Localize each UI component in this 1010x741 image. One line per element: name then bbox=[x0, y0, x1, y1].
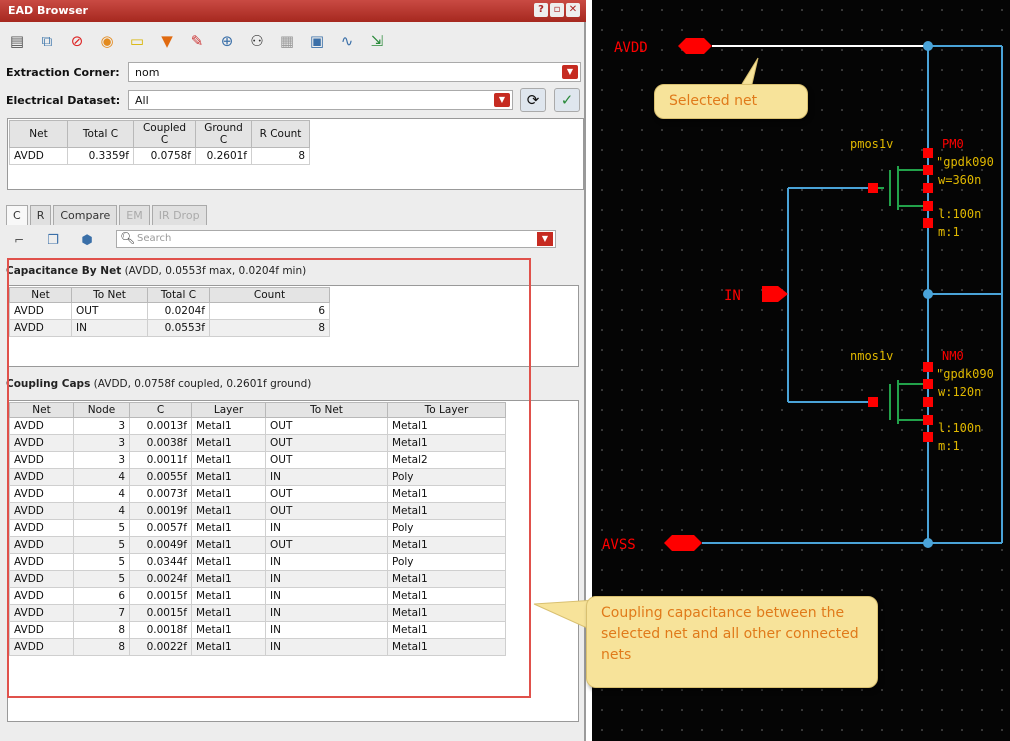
probe-icon[interactable]: ✎ bbox=[190, 32, 204, 50]
coupling-header[interactable]: Node bbox=[74, 403, 130, 418]
coupling-cell: 0.0049f bbox=[130, 537, 192, 554]
coupling-cell: Metal1 bbox=[192, 435, 266, 452]
capacitance-by-net-title: Capacitance By Net bbox=[6, 265, 122, 277]
coupling-cell: OUT bbox=[266, 503, 388, 520]
coupling-cell: AVDD bbox=[10, 486, 74, 503]
capnet-cell: AVDD bbox=[10, 303, 72, 320]
coupling-header[interactable]: To Net bbox=[266, 403, 388, 418]
coupling-cell: 0.0024f bbox=[130, 571, 192, 588]
coupling-cell: AVDD bbox=[10, 571, 74, 588]
avdd-pin bbox=[678, 38, 712, 54]
tab-r[interactable]: R bbox=[30, 205, 52, 225]
net-summary-table-panel bbox=[7, 118, 584, 190]
save-icon[interactable]: ▣ bbox=[309, 32, 325, 50]
selected-net-callout-pointer bbox=[742, 58, 758, 84]
coupling-callout: Coupling capacitance between the selected net and all other connected nets bbox=[586, 596, 878, 688]
electrical-dataset-value: All bbox=[135, 94, 149, 107]
net-summary-cell: 0.3359f bbox=[68, 148, 134, 165]
coupling-cell: 4 bbox=[74, 469, 130, 486]
coupling-cell: 3 bbox=[74, 435, 130, 452]
coupling-cell: 5 bbox=[74, 554, 130, 571]
coupling-cell: AVDD bbox=[10, 639, 74, 656]
net-summary-cell: 0.0758f bbox=[134, 148, 196, 165]
search-icon: 🔍︎ bbox=[120, 231, 136, 245]
coupling-header[interactable]: Net bbox=[10, 403, 74, 418]
coupling-cell: Poly bbox=[388, 520, 506, 537]
net-summary-header[interactable]: Coupled C bbox=[134, 121, 196, 148]
net-summary-header[interactable]: Total C bbox=[68, 121, 134, 148]
nmos-width-label: w:120n bbox=[938, 385, 982, 399]
extraction-corner-label: Extraction Corner: bbox=[6, 66, 120, 79]
chevron-down-icon[interactable]: ▼ bbox=[494, 93, 510, 107]
tab-c[interactable]: C bbox=[6, 205, 28, 225]
avdd-pin-label: AVDD bbox=[614, 40, 648, 56]
coupling-cell: AVDD bbox=[10, 452, 74, 469]
tab-ir-drop: IR Drop bbox=[152, 205, 207, 225]
coupling-cell: AVDD bbox=[10, 435, 74, 452]
coupling-cell: IN bbox=[266, 554, 388, 571]
pmos-cell-label: pmos1v bbox=[850, 137, 894, 151]
filter-icon[interactable]: ▼ bbox=[161, 32, 173, 50]
capnet-cell: IN bbox=[72, 320, 148, 337]
coupling-cell: Metal1 bbox=[388, 588, 506, 605]
coupling-cell: 0.0015f bbox=[130, 605, 192, 622]
coupling-cell: Metal1 bbox=[388, 639, 506, 656]
coupling-cell: Poly bbox=[388, 554, 506, 571]
coupling-cell: Metal1 bbox=[388, 537, 506, 554]
coupling-cell: 4 bbox=[74, 486, 130, 503]
coupling-cell: 5 bbox=[74, 537, 130, 554]
coupling-cell: Metal1 bbox=[192, 452, 266, 469]
coupling-cell: 0.0022f bbox=[130, 639, 192, 656]
pmos-width-label: w=360n bbox=[938, 173, 982, 187]
coupling-cell: Metal1 bbox=[388, 571, 506, 588]
coupling-cell: IN bbox=[266, 622, 388, 639]
coupling-cell: 0.0018f bbox=[130, 622, 192, 639]
coupling-cell: AVDD bbox=[10, 520, 74, 537]
pmos-inst-label: PM0 bbox=[942, 137, 964, 151]
coupling-cell: AVDD bbox=[10, 418, 74, 435]
refresh-icon[interactable]: ⟳ bbox=[520, 88, 546, 112]
close-icon[interactable]: ✕ bbox=[566, 3, 580, 17]
binoculars-icon[interactable]: ⚇ bbox=[250, 32, 264, 50]
window-title: EAD Browser bbox=[8, 4, 88, 17]
coupling-cell: Metal1 bbox=[388, 486, 506, 503]
coupling-header[interactable]: To Layer bbox=[388, 403, 506, 418]
coupling-cell: OUT bbox=[266, 418, 388, 435]
nmos-length-label: l:100n bbox=[938, 421, 982, 435]
capnet-cell: 0.0553f bbox=[148, 320, 210, 337]
coupling-cell: IN bbox=[266, 605, 388, 622]
coupling-cell: Metal1 bbox=[388, 435, 506, 452]
coupling-cell: AVDD bbox=[10, 503, 74, 520]
coupling-cell: AVDD bbox=[10, 469, 74, 486]
grid-icon[interactable]: ▦ bbox=[279, 32, 295, 50]
coupling-cell: 0.0013f bbox=[130, 418, 192, 435]
coupling-cell: AVDD bbox=[10, 537, 74, 554]
coupling-cell: IN bbox=[266, 639, 388, 656]
layers-icon[interactable]: ❐ bbox=[47, 232, 59, 248]
capnet-cell: 0.0204f bbox=[148, 303, 210, 320]
coupling-cell: 8 bbox=[74, 639, 130, 656]
coupling-cell: OUT bbox=[266, 452, 388, 469]
check-icon[interactable]: ✓ bbox=[554, 88, 580, 112]
capnet-header[interactable]: To Net bbox=[72, 288, 148, 303]
coupling-cell: IN bbox=[266, 588, 388, 605]
chevron-down-icon[interactable]: ▼ bbox=[537, 232, 553, 246]
zoom-icon[interactable]: ⊕ bbox=[220, 32, 234, 50]
selected-net-callout: Selected net bbox=[654, 84, 808, 119]
coupling-cell: OUT bbox=[266, 486, 388, 503]
export-icon[interactable]: ⇲ bbox=[370, 32, 384, 50]
chevron-down-icon[interactable]: ▼ bbox=[562, 65, 578, 79]
waveform-icon[interactable]: ∿ bbox=[340, 32, 354, 50]
coupling-cell: 8 bbox=[74, 622, 130, 639]
cube-icon[interactable]: ⬢ bbox=[81, 232, 93, 248]
capnet-cell: 6 bbox=[210, 303, 330, 320]
pmos-lib-label: "gpdk090 bbox=[936, 155, 994, 169]
coupling-cell: OUT bbox=[266, 537, 388, 554]
search-placeholder: Search bbox=[137, 233, 172, 244]
coupling-cell: Metal1 bbox=[192, 554, 266, 571]
coupling-cell: IN bbox=[266, 571, 388, 588]
electrical-dataset-select[interactable] bbox=[128, 90, 513, 110]
coupling-cell: 0.0055f bbox=[130, 469, 192, 486]
coupling-cell: Metal1 bbox=[388, 418, 506, 435]
pmos-mult-label: m:1 bbox=[938, 225, 960, 239]
nmos-inst-label: NM0 bbox=[942, 349, 964, 363]
in-pin bbox=[762, 286, 788, 302]
pmos-length-label: l:100n bbox=[938, 207, 982, 221]
coupling-cell: Metal1 bbox=[388, 622, 506, 639]
analysis-tabs bbox=[6, 205, 207, 225]
highlight-icon[interactable]: ▭ bbox=[129, 32, 145, 50]
coupling-header[interactable]: C bbox=[130, 403, 192, 418]
avss-pin bbox=[664, 535, 702, 551]
coupling-cell: Metal1 bbox=[192, 588, 266, 605]
tree-icon[interactable]: ⌐ bbox=[13, 233, 25, 247]
net-summary-table bbox=[9, 120, 310, 165]
coupling-cell: 0.0015f bbox=[130, 588, 192, 605]
coupling-cell: Metal1 bbox=[192, 520, 266, 537]
coupling-cell: 7 bbox=[74, 605, 130, 622]
net-summary-header[interactable]: Ground C bbox=[196, 121, 252, 148]
extraction-corner-value: nom bbox=[135, 66, 160, 79]
extract-icon[interactable]: ⧉ bbox=[41, 32, 53, 50]
coupling-cell: Metal1 bbox=[192, 418, 266, 435]
window-titlebar bbox=[0, 0, 586, 22]
avss-pin-label: AVSS bbox=[602, 537, 636, 553]
coupling-cell: Metal1 bbox=[388, 605, 506, 622]
coupling-cell: Metal1 bbox=[192, 622, 266, 639]
coupling-cell: IN bbox=[266, 469, 388, 486]
coupling-cell: 0.0073f bbox=[130, 486, 192, 503]
capnet-cell: AVDD bbox=[10, 320, 72, 337]
coupling-cell: 0.0019f bbox=[130, 503, 192, 520]
electrical-dataset-label: Electrical Dataset: bbox=[6, 94, 121, 107]
tab-em: EM bbox=[119, 205, 149, 225]
coupling-cell: 3 bbox=[74, 452, 130, 469]
highlight-box bbox=[7, 258, 531, 698]
pmos-device bbox=[872, 166, 928, 210]
no-entry-icon[interactable]: ⊘ bbox=[70, 32, 84, 50]
coupling-caps-title: Coupling Caps bbox=[6, 378, 91, 390]
capnet-cell: OUT bbox=[72, 303, 148, 320]
coupling-cell: OUT bbox=[266, 435, 388, 452]
coupling-cell: 3 bbox=[74, 418, 130, 435]
database-icon[interactable]: ▤ bbox=[9, 32, 25, 50]
coupling-cell: AVDD bbox=[10, 588, 74, 605]
coupling-cell: Metal1 bbox=[192, 503, 266, 520]
coupling-cell: Metal2 bbox=[388, 452, 506, 469]
coupling-cell: AVDD bbox=[10, 554, 74, 571]
net-summary-cell: 8 bbox=[252, 148, 310, 165]
coupling-cell: Metal1 bbox=[192, 469, 266, 486]
net-summary-header[interactable]: R Count bbox=[252, 121, 310, 148]
coupling-cell: 0.0011f bbox=[130, 452, 192, 469]
coupling-cell: 5 bbox=[74, 571, 130, 588]
coupling-cell: Metal1 bbox=[192, 605, 266, 622]
circle-arrow-icon[interactable]: ◉ bbox=[100, 32, 114, 50]
restore-icon[interactable]: ▫ bbox=[550, 3, 564, 17]
coupling-header[interactable]: Layer bbox=[192, 403, 266, 418]
nmos-lib-label: "gpdk090 bbox=[936, 367, 994, 381]
coupling-cell: Metal1 bbox=[192, 639, 266, 656]
coupling-cell: Metal1 bbox=[192, 486, 266, 503]
net-summary-header[interactable]: Net bbox=[10, 121, 68, 148]
coupling-cell: 6 bbox=[74, 588, 130, 605]
coupling-cell: AVDD bbox=[10, 622, 74, 639]
nmos-device bbox=[890, 380, 928, 424]
coupling-cell: 5 bbox=[74, 520, 130, 537]
search-input[interactable] bbox=[116, 230, 556, 248]
toolbar bbox=[4, 26, 584, 56]
coupling-cell: AVDD bbox=[10, 605, 74, 622]
coupling-cell: Poly bbox=[388, 469, 506, 486]
coupling-cell: Metal1 bbox=[192, 571, 266, 588]
capnet-header[interactable]: Net bbox=[10, 288, 72, 303]
coupling-cell: 4 bbox=[74, 503, 130, 520]
net-summary-cell: AVDD bbox=[10, 148, 68, 165]
nmos-mult-label: m:1 bbox=[938, 439, 960, 453]
capnet-header[interactable]: Count bbox=[210, 288, 330, 303]
help-icon[interactable]: ? bbox=[534, 3, 548, 17]
tab-compare[interactable]: Compare bbox=[53, 205, 117, 225]
extraction-corner-select[interactable] bbox=[128, 62, 581, 82]
coupling-cell: Metal1 bbox=[388, 503, 506, 520]
nmos-cell-label: nmos1v bbox=[850, 349, 894, 363]
coupling-cell: 0.0057f bbox=[130, 520, 192, 537]
capacitance-by-net-subtitle: (AVDD, 0.0553f max, 0.0204f min) bbox=[124, 265, 307, 277]
coupling-cell: 0.0038f bbox=[130, 435, 192, 452]
in-pin-label: IN bbox=[724, 288, 741, 304]
net-summary-row[interactable] bbox=[10, 148, 310, 165]
coupling-cell: IN bbox=[266, 520, 388, 537]
capnet-header[interactable]: Total C bbox=[148, 288, 210, 303]
capnet-cell: 8 bbox=[210, 320, 330, 337]
coupling-caps-subtitle: (AVDD, 0.0758f coupled, 0.2601f ground) bbox=[93, 378, 312, 390]
coupling-cell: 0.0344f bbox=[130, 554, 192, 571]
coupling-cell: Metal1 bbox=[192, 537, 266, 554]
net-summary-cell: 0.2601f bbox=[196, 148, 252, 165]
